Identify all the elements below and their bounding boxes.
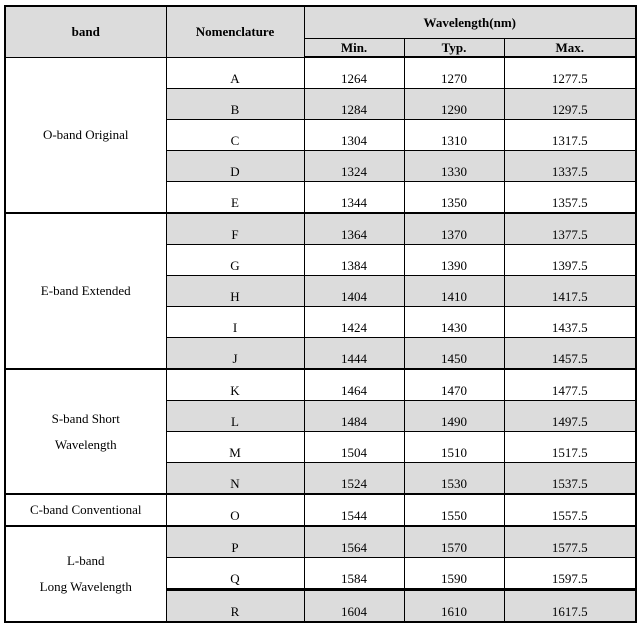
band-label-line: E-band Extended xyxy=(40,283,131,298)
cell-nomenclature: B xyxy=(166,89,304,120)
cell-min: 1304 xyxy=(304,120,404,151)
band-cell xyxy=(5,494,166,526)
cell-typ: 1470 xyxy=(404,369,504,401)
table-row xyxy=(5,213,636,245)
header-max: Max. xyxy=(504,39,636,58)
band-label-line: Long Wavelength xyxy=(39,579,132,594)
table-row xyxy=(5,494,636,526)
cell-nomenclature: L xyxy=(166,401,304,432)
cell-max: 1277.5 xyxy=(504,57,636,89)
cell-min: 1344 xyxy=(304,182,404,214)
cell-nomenclature: H xyxy=(166,276,304,307)
cell-typ: 1310 xyxy=(404,120,504,151)
cell-typ: 1590 xyxy=(404,558,504,590)
table-row xyxy=(5,526,636,558)
cell-min: 1324 xyxy=(304,151,404,182)
cell-max: 1297.5 xyxy=(504,89,636,120)
cell-min: 1544 xyxy=(304,494,404,526)
cell-max: 1457.5 xyxy=(504,338,636,370)
cell-typ: 1410 xyxy=(404,276,504,307)
cell-typ: 1390 xyxy=(404,245,504,276)
cell-typ: 1550 xyxy=(404,494,504,526)
cell-min: 1444 xyxy=(304,338,404,370)
cell-typ: 1530 xyxy=(404,463,504,495)
cell-min: 1364 xyxy=(304,213,404,245)
table-row xyxy=(5,369,636,401)
cell-typ: 1490 xyxy=(404,401,504,432)
cell-max: 1597.5 xyxy=(504,558,636,590)
table-row xyxy=(5,57,636,89)
cell-max: 1377.5 xyxy=(504,213,636,245)
band-cell xyxy=(5,213,166,369)
cell-max: 1577.5 xyxy=(504,526,636,558)
cell-typ: 1290 xyxy=(404,89,504,120)
cell-max: 1397.5 xyxy=(504,245,636,276)
cell-nomenclature: D xyxy=(166,151,304,182)
band-label-line: S-band Short xyxy=(51,410,120,426)
cell-min: 1404 xyxy=(304,276,404,307)
cell-min: 1484 xyxy=(304,401,404,432)
header-typ: Typ. xyxy=(404,39,504,58)
cell-nomenclature: O xyxy=(166,494,304,526)
cell-nomenclature: J xyxy=(166,338,304,370)
cell-max: 1557.5 xyxy=(504,494,636,526)
cell-typ: 1330 xyxy=(404,151,504,182)
cell-typ: 1370 xyxy=(404,213,504,245)
cell-min: 1284 xyxy=(304,89,404,120)
cell-nomenclature: R xyxy=(166,590,304,623)
cell-nomenclature: E xyxy=(166,182,304,214)
cell-typ: 1430 xyxy=(404,307,504,338)
cell-min: 1524 xyxy=(304,463,404,495)
cell-nomenclature: N xyxy=(166,463,304,495)
band-cell xyxy=(5,369,166,494)
cell-min: 1264 xyxy=(304,57,404,89)
band-cell xyxy=(5,57,166,213)
cell-max: 1517.5 xyxy=(504,432,636,463)
cell-max: 1477.5 xyxy=(504,369,636,401)
header-min: Min. xyxy=(304,39,404,58)
cell-nomenclature: G xyxy=(166,245,304,276)
cell-nomenclature: Q xyxy=(166,558,304,590)
cell-min: 1584 xyxy=(304,558,404,590)
cell-typ: 1570 xyxy=(404,526,504,558)
cell-min: 1424 xyxy=(304,307,404,338)
cell-typ: 1510 xyxy=(404,432,504,463)
band-label-line: Wavelength xyxy=(54,436,117,452)
cell-max: 1417.5 xyxy=(504,276,636,307)
band-cell xyxy=(5,526,166,622)
cell-nomenclature: F xyxy=(166,213,304,245)
table-body xyxy=(5,57,636,622)
cell-max: 1497.5 xyxy=(504,401,636,432)
cell-min: 1504 xyxy=(304,432,404,463)
cell-max: 1617.5 xyxy=(504,590,636,623)
cell-typ: 1350 xyxy=(404,182,504,214)
cell-min: 1384 xyxy=(304,245,404,276)
cell-nomenclature: C xyxy=(166,120,304,151)
cell-max: 1437.5 xyxy=(504,307,636,338)
cell-typ: 1610 xyxy=(404,590,504,623)
header-band: band xyxy=(5,6,166,57)
cell-nomenclature: M xyxy=(166,432,304,463)
cell-typ: 1450 xyxy=(404,338,504,370)
wavelength-table-container xyxy=(4,5,635,619)
cell-min: 1564 xyxy=(304,526,404,558)
header-wavelength: Wavelength(nm) xyxy=(304,6,636,39)
wavelength-band-table xyxy=(4,5,637,623)
cell-nomenclature: A xyxy=(166,57,304,89)
cell-min: 1464 xyxy=(304,369,404,401)
cell-nomenclature: I xyxy=(166,307,304,338)
cell-nomenclature: K xyxy=(166,369,304,401)
cell-max: 1337.5 xyxy=(504,151,636,182)
cell-max: 1537.5 xyxy=(504,463,636,495)
band-label-line: L-band xyxy=(66,553,105,568)
band-label-line: C-band Conventional xyxy=(29,502,142,517)
cell-nomenclature: P xyxy=(166,526,304,558)
cell-max: 1317.5 xyxy=(504,120,636,151)
cell-min: 1604 xyxy=(304,590,404,623)
header-nomenclature: Nomenclature xyxy=(166,6,304,57)
band-label-line: O-band Original xyxy=(42,126,129,142)
cell-typ: 1270 xyxy=(404,57,504,89)
cell-max: 1357.5 xyxy=(504,182,636,214)
